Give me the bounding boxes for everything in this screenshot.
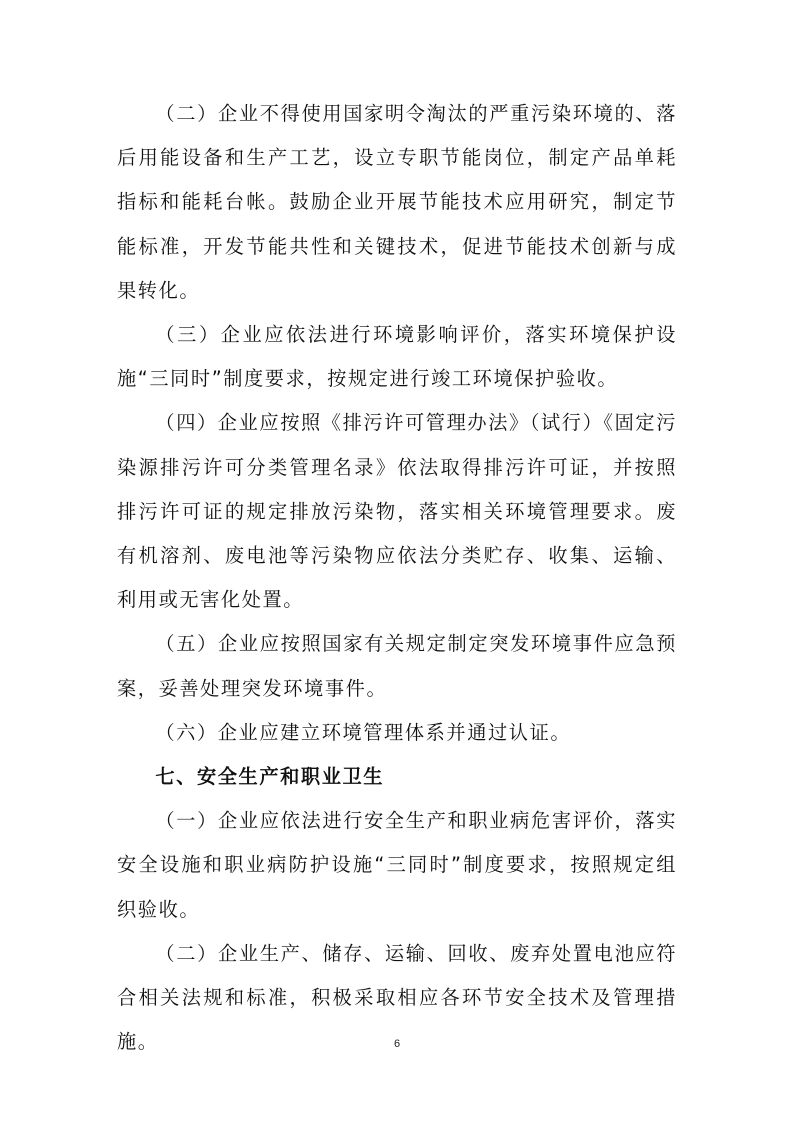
paragraph-6: （六）企业应建立环境管理体系并通过认证。 <box>155 720 572 744</box>
document-body <box>117 92 677 1064</box>
paragraph-5: （五）企业应按照国家有关规定制定突发环境事件应急预案，妥善处理突发环境事件。 <box>117 632 677 700</box>
paragraph-2: （二）企业不得使用国家明令淘汰的严重污染环境的、落后用能设备和生产工艺，设立专职节能岗位，制定产品单耗指标和能耗台帐。鼓励企业开展节能技术应用研究，制定节能标准，开发节能共性和关键技术，促进节能技术创新与成果转化。 <box>117 102 677 302</box>
paragraph-3: （三）企业应依法进行环境影响评价，落实环境保护设施“三同时”制度要求，按规定进行竣工环境保护验收。 <box>117 323 677 391</box>
section-paragraph-1: （一）企业应依法进行安全生产和职业病危害评价，落实安全设施和职业病防护设施“三同时”制度要求，按照规定组织验收。 <box>117 809 677 921</box>
page-number: 6 <box>393 1038 401 1050</box>
paragraph-4: （四）企业应按照《排污许可管理办法》（试行）《固定污染源排污许可分类管理名录》依法取得排污许可证，并按照排污许可证的规定排放污染物，落实相关环境管理要求。废有机溶剂、废电池等污染物应依法分类贮存、收集、运输、利用或无害化处置。 <box>117 411 677 612</box>
section-heading: 七、安全生产和职业卫生 <box>155 765 385 789</box>
section-paragraph-2: （二）企业生产、储存、运输、回收、废弃处置电池应符合相关法规和标准，积极采取相应各环节安全技术及管理措施。 <box>117 941 677 1054</box>
